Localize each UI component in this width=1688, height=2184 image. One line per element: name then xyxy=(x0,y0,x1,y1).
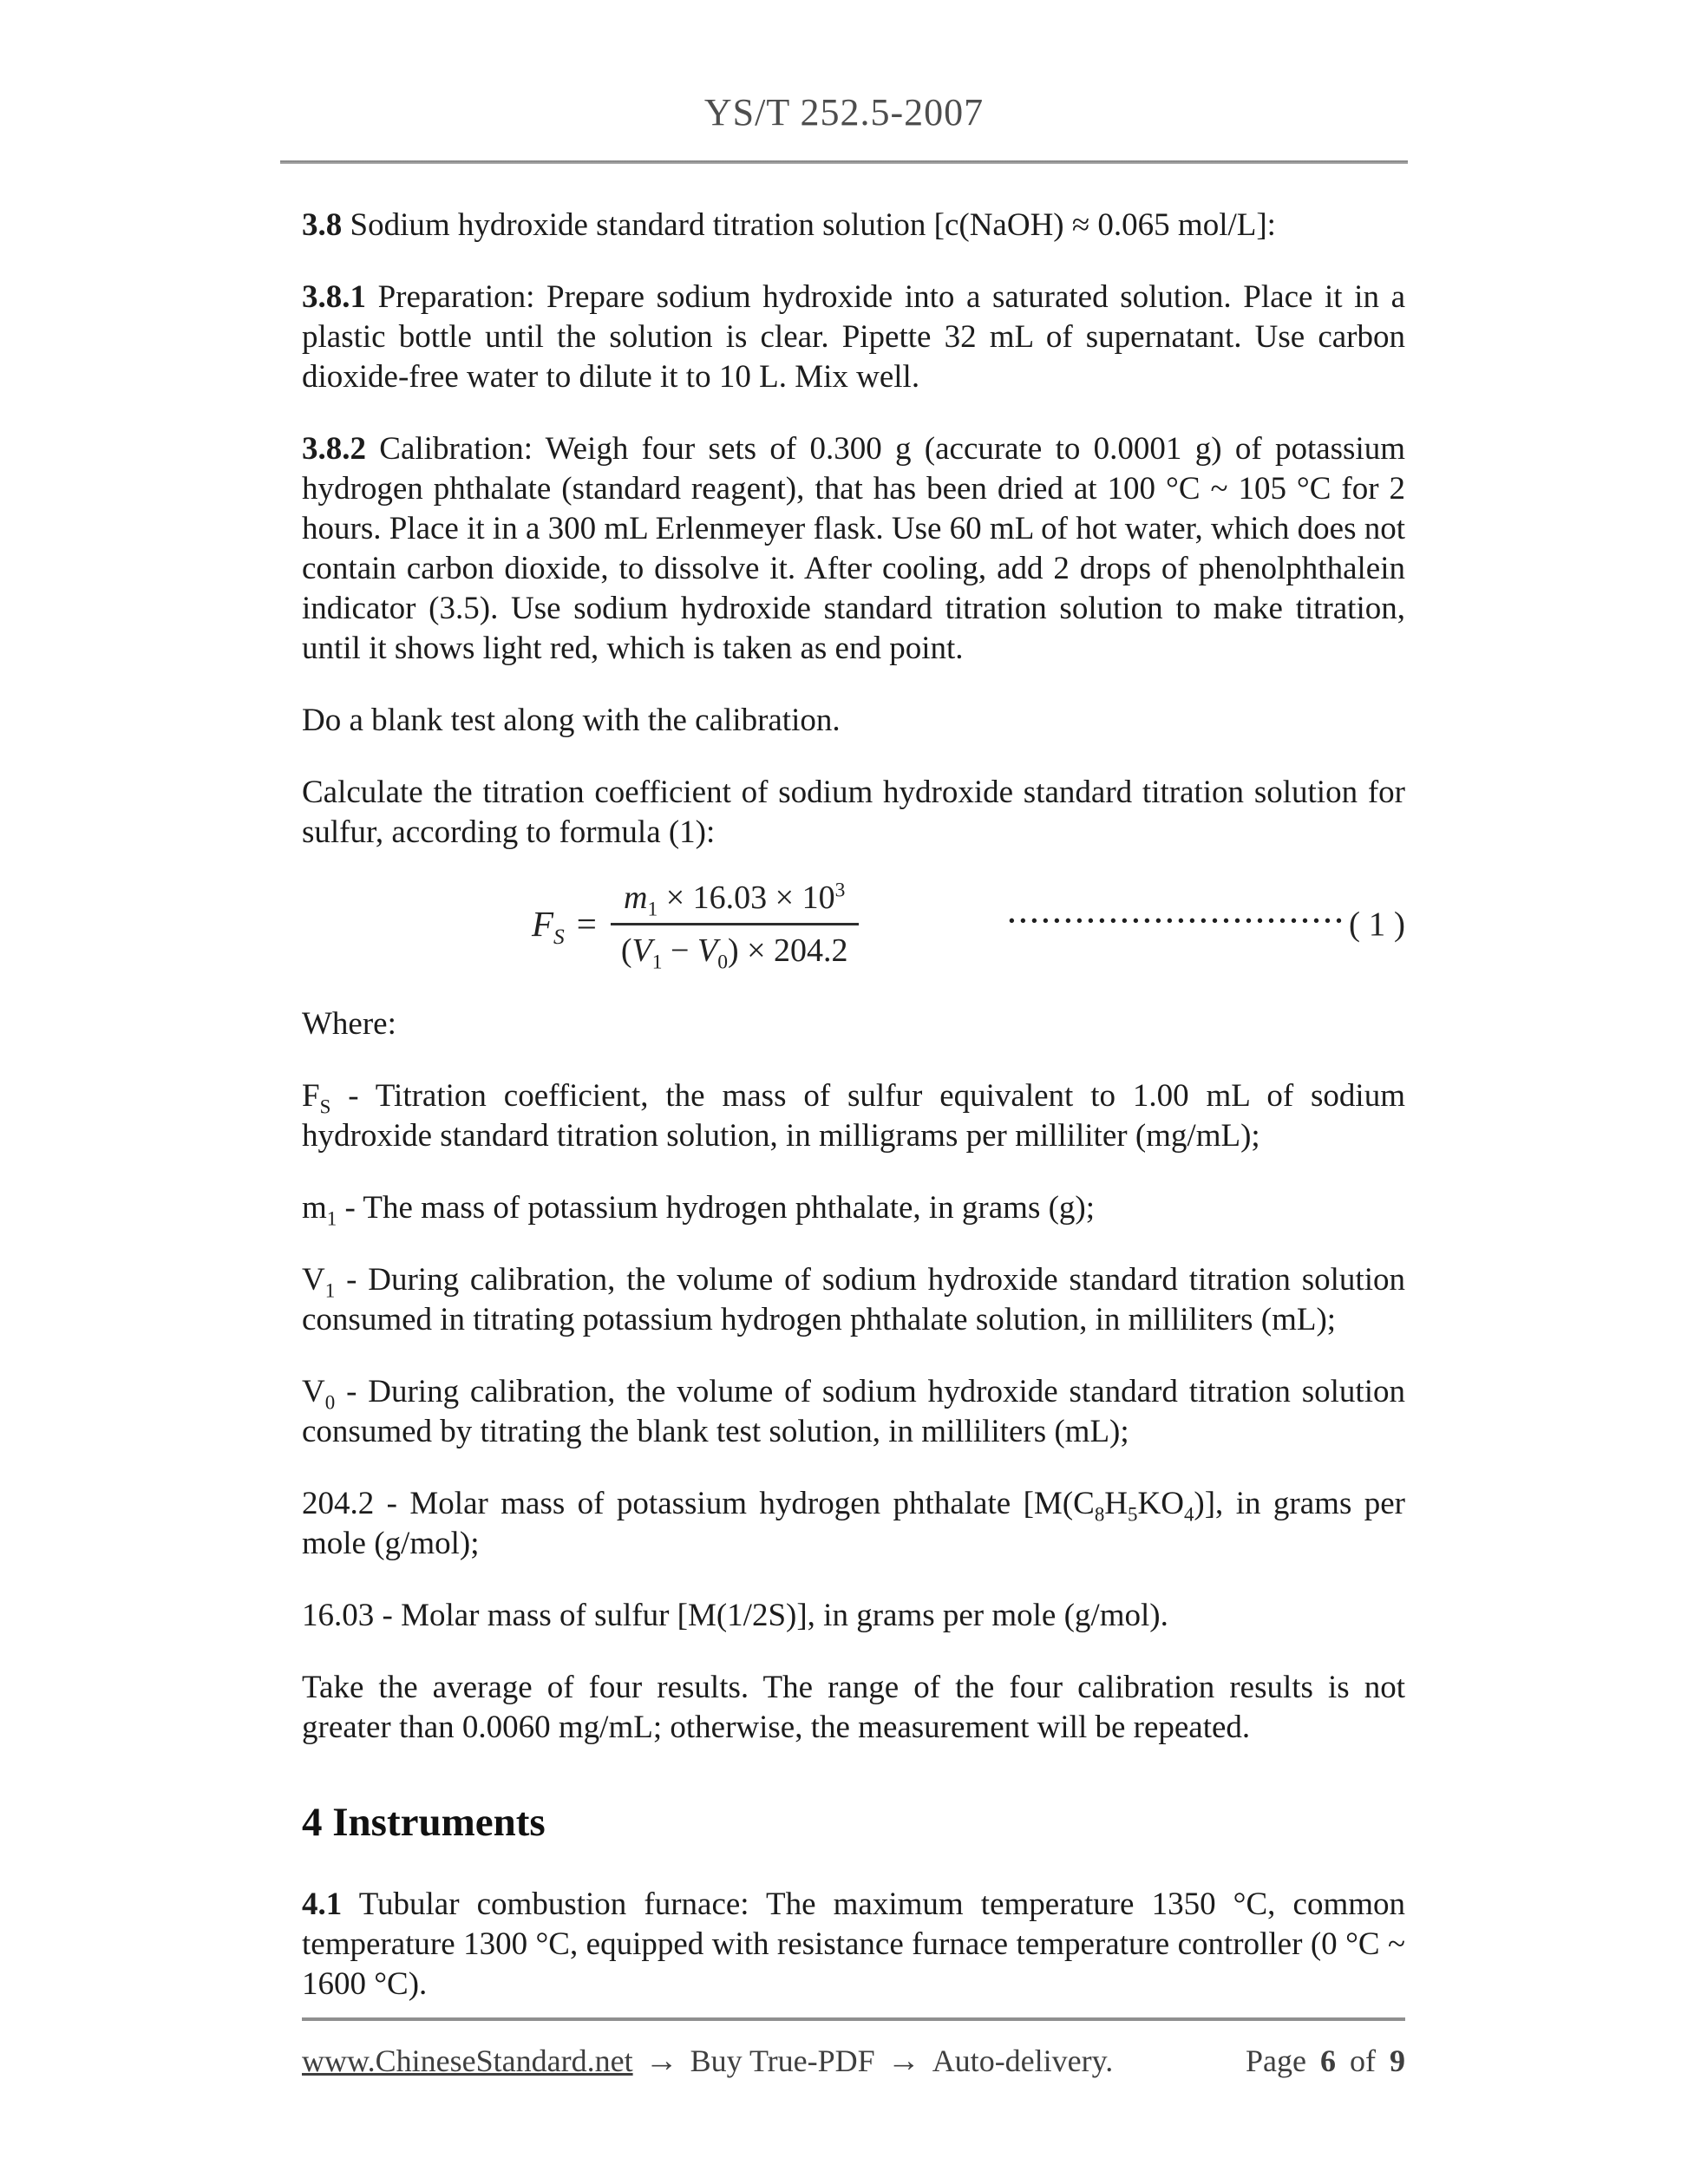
document-body xyxy=(302,206,1405,2004)
arrow-right-icon: → xyxy=(887,2043,920,2079)
formula-number: ( 1 ) xyxy=(1349,905,1405,943)
current-page-number: 6 xyxy=(1320,2043,1336,2078)
paragraph-text: Preparation: Prepare sodium hydroxide into a saturated solution. Place it in a plastic bottle until the solution is clear. Pipette 32 mL of supernatant. Use carbon dioxide-free water to dilute it to 10 L. Mix well. xyxy=(302,279,1405,395)
footer xyxy=(302,2017,1405,2080)
total-page-number: 9 xyxy=(1390,2043,1405,2078)
paragraph-text: Tubular combustion furnace: The maximum temperature 1350 °C, common temperature 1300 °C, equipped with resistance furnace temperature controller (0 °C ~ 1600 °C). xyxy=(302,1886,1405,2002)
page-indicator xyxy=(1246,2043,1405,2079)
formula-lhs-symbol: $F_S$ xyxy=(532,904,565,950)
section-number: 3.8.2 xyxy=(302,431,366,467)
paragraph-text: Calibration: Weigh four sets of 0.300 g (accurate to 0.0001 g) of potassium hydrogen phthalate (standard reagent), that has been dried at 100 °C ~ 105 °C for 2 hours. Place it in a 300 mL Erlenmeyer flask. Use 60 mL of hot water, which does not contain carbon dioxide, to dissolve it. After cooling, add 2 drops of phenolphthalein indicator (3.5). Use sodium hydroxide standard titration solution to make titration, until it shows light red, which is taken as end point. xyxy=(302,431,1405,666)
formula-equals-sign: = xyxy=(576,904,597,944)
page-word: Page xyxy=(1246,2043,1306,2078)
of-word: of xyxy=(1350,2043,1376,2078)
formula-lhs xyxy=(532,878,859,974)
definition-item-v1: $V_1$ - During calibration, the volume of sodium hydroxide standard titration solution consumed in titrating potassium hydrogen phthalate solution, in milliliters (mL); xyxy=(302,1262,1405,1337)
document-header xyxy=(0,0,1688,164)
paragraph-calculate-intro: Calculate the titration coefficient of sodium hydroxide standard titration solution for sulfur, according to formula (1): xyxy=(302,775,1405,850)
section-number: 3.8 xyxy=(302,207,343,243)
formula-reference xyxy=(1007,905,1405,944)
footer-left xyxy=(302,2042,1113,2080)
section-4-heading xyxy=(302,1798,1405,1847)
arrow-right-icon: → xyxy=(644,2043,678,2079)
footer-buy-text: Buy True-PDF xyxy=(690,2043,875,2078)
formula-fraction xyxy=(611,878,859,974)
footer-link[interactable]: www.ChineseStandard.net xyxy=(302,2043,633,2078)
definition-item-16-03: 16.03 - Molar mass of sulfur [M(1/2S)], in grams per mole (g/mol). xyxy=(302,1598,1168,1633)
section-number: 4 xyxy=(302,1800,323,1845)
definition-item-204-2: 204.2 - Molar mass of potassium hydrogen phthalate $[M(C_8H_5KO_4)]$, in grams per mole (g/mol); xyxy=(302,1486,1406,1561)
section-3-8-heading xyxy=(302,206,1405,245)
section-heading-text: Sodium hydroxide standard titration solution [c(NaOH) ≈ 0.065 mol/L]: xyxy=(342,207,1276,243)
where-label: Where: xyxy=(302,1006,396,1042)
formula-denominator: $(V_1 - V_0) \times 204.2$ xyxy=(611,923,859,970)
paragraph-blank-test: Do a blank test along with the calibration. xyxy=(302,703,841,738)
paragraph-take-average: Take the average of four results. The range of the four calibration results is not greater than 0.0060 mg/mL; otherwise, the measurement will be repeated. xyxy=(302,1670,1405,1745)
section-number: 3.8.1 xyxy=(302,279,366,315)
formula-numerator: $m_1 \times 16.03 \times 10^3$ xyxy=(624,878,846,921)
header-divider xyxy=(280,160,1408,164)
paragraph-4-1 xyxy=(302,1885,1405,2004)
footer-delivery-text: Auto-delivery. xyxy=(932,2043,1114,2078)
section-heading-text: Instruments xyxy=(322,1800,546,1845)
definition-item-m1: $m_1$ - The mass of potassium hydrogen phthalate, in grams (g); xyxy=(302,1190,1096,1230)
section-number: 4.1 xyxy=(302,1886,343,1922)
paragraph-3-8-2 xyxy=(302,429,1405,669)
formula xyxy=(302,875,1405,972)
formula-dots-leader: ······························ xyxy=(1006,905,1346,937)
paragraph-3-8-1 xyxy=(302,278,1405,397)
document-header-title: YS/T 252.5-2007 xyxy=(703,91,985,134)
definition-item-v0: $V_0$ - During calibration, the volume of sodium hydroxide standard titration solution consumed by titrating the blank test solution, in milliliters (mL); xyxy=(302,1374,1405,1449)
definition-item-fs: $F_S$ - Titration coefficient, the mass of sulfur equivalent to 1.00 mL of sodium hydroxide standard titration solution, in milligrams per milliliter (mg/mL); xyxy=(302,1078,1405,1154)
